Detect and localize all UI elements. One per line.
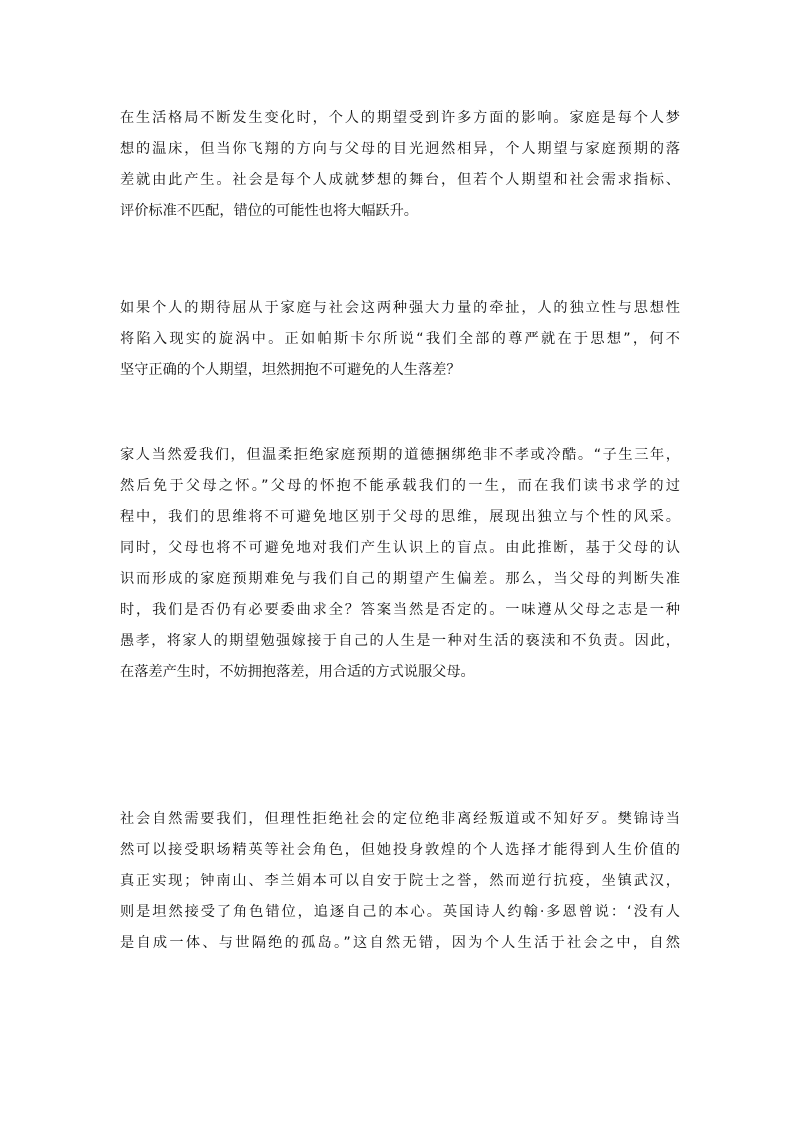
paragraph-line: 家人当然爱我们，但温柔拒绝家庭预期的道德捆绑绝非不孝或冷酷。“子生三年， — [120, 447, 680, 463]
paragraph-line: 在生活格局不断发生变化时，个人的期望受到许多方面的影响。家庭是每个人梦 — [120, 110, 680, 126]
paragraph-line: 想的温床，但当你飞翔的方向与父母的目光迥然相异，个人期望与家庭预期的落 — [120, 141, 680, 157]
paragraph-line: 则是坦然接受了角色错位，追逐自己的本心。英国诗人约翰·多恩曾说：‘没有人 — [120, 904, 680, 920]
paragraph-line: 差就由此产生。社会是每个人成就梦想的舞台，但若个人期望和社会需求指标、 — [120, 172, 680, 188]
paragraph-line: 识而形成的家庭预期难免与我们自己的期望产生偏差。那么，当父母的判断失准 — [120, 571, 680, 587]
paragraph-1 — [120, 103, 680, 227]
paragraph-line: 同时，父母也将不可避免地对我们产生认识上的盲点。由此推断，基于父母的认 — [120, 540, 680, 556]
paragraph-line: 真正实现；钟南山、李兰娟本可以自安于院士之誉，然而逆行抗疫，坐镇武汉， — [120, 873, 680, 889]
paragraph-2 — [120, 293, 680, 386]
paragraph-line: 评价标准不匹配，错位的可能性也将大幅跃升。 — [120, 203, 418, 219]
paragraph-line: 坚守正确的个人期望，坦然拥抱不可避免的人生落差？ — [120, 362, 461, 378]
paragraph-4 — [120, 804, 680, 959]
paragraph-line: 将陷入现实的旋涡中。正如帕斯卡尔所说“我们全部的尊严就在于思想”，何不 — [120, 331, 680, 347]
paragraph-line: 然后免于父母之怀。”父母的怀抱不能承载我们的一生，而在我们读书求学的过 — [120, 478, 680, 494]
paragraph-line: 愚孝，将家人的期望勉强嫁接于自己的人生是一种对生活的亵渎和不负责。因此， — [120, 633, 680, 649]
paragraph-line: 如果个人的期待屈从于家庭与社会这两种强大力量的牵扯，人的独立性与思想性 — [120, 300, 680, 316]
paragraph-line: 然可以接受职场精英等社会角色，但她投身敦煌的个人选择才能得到人生价值的 — [120, 842, 680, 858]
paragraph-line: 是自成一体、与世隔绝的孤岛。”这自然无错，因为个人生活于社会之中，自然 — [120, 935, 680, 951]
paragraph-line: 时，我们是否仍有必要委曲求全？答案当然是否定的。一味遵从父母之志是一种 — [120, 602, 680, 618]
paragraph-3 — [120, 440, 680, 688]
paragraph-line: 社会自然需要我们，但理性拒绝社会的定位绝非离经叛道或不知好歹。樊锦诗当 — [120, 811, 680, 827]
paragraph-line: 在落差产生时，不妨拥抱落差，用合适的方式说服父母。 — [120, 664, 475, 680]
paragraph-line: 程中，我们的思维将不可避免地区别于父母的思维，展现出独立与个性的风采。 — [120, 509, 680, 525]
